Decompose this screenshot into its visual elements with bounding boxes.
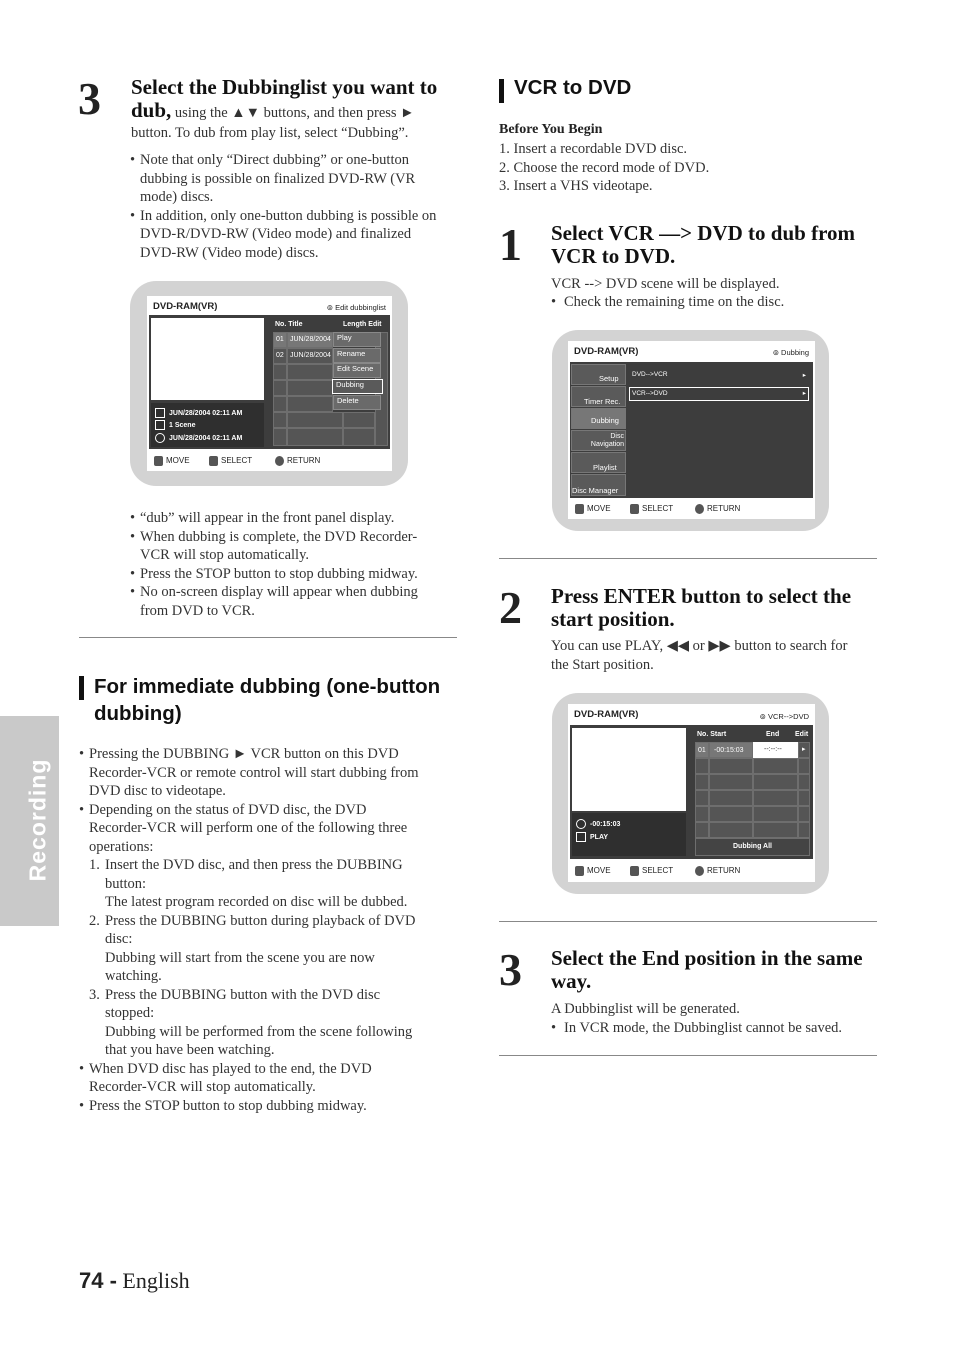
tv-screen-dubbing-menu — [568, 341, 815, 519]
section-heading-vcr-to-dvd: VCR to DVD — [514, 76, 632, 99]
empty-cell — [273, 428, 287, 446]
arrow-right-icon: ▸ — [802, 372, 806, 379]
bullet-item: • Depending on the status of DVD disc, the DVD Recorder-VCR will perform one of the following three operations: — [79, 801, 459, 857]
bullet-item: • Pressing the DUBBING ► VCR button on this DVD Recorder-VCR or remote control will start dubbing from DVD disc to videotape. — [79, 745, 459, 801]
menu-timer-rec-label: Timer Rec. — [584, 397, 621, 406]
before-list — [499, 140, 709, 196]
arrow-right-icon: ▸ — [802, 390, 806, 397]
bottom-return[interactable]: RETURN — [275, 456, 320, 466]
step-heading: Press ENTER button to select the start position. — [551, 584, 852, 631]
menu-option-dvd-to-vcr[interactable]: DVD-->VCR ▸ — [632, 371, 806, 379]
step-text: A Dubbinglist will be generated. — [551, 1001, 740, 1017]
divider — [499, 921, 877, 922]
empty-cell — [273, 380, 287, 396]
popup-item-play[interactable]: Play — [333, 332, 381, 347]
step-number: 3 — [499, 944, 522, 995]
dubbing-all-button[interactable]: Dubbing All — [695, 838, 810, 856]
empty-cell — [798, 758, 810, 774]
popup-item-rename[interactable]: Rename — [333, 348, 381, 363]
step-heading-line2: dub, using the ▲▼ buttons, and then press ► — [131, 98, 415, 122]
updown-icon — [575, 866, 584, 876]
info-line: JUN/28/2004 02:11 AM — [155, 433, 242, 443]
menu-dubbing-label: Dubbing — [591, 416, 619, 425]
info-box — [572, 813, 686, 856]
row-no[interactable]: 02 — [273, 348, 287, 364]
bottom-select[interactable]: SELECT — [630, 504, 673, 514]
empty-cell — [798, 822, 810, 838]
return-icon — [695, 866, 704, 876]
col-header-edit: Edit — [795, 731, 809, 738]
tv-screen-edit-dubbinglist — [147, 296, 392, 471]
divider — [499, 558, 877, 559]
empty-cell — [287, 428, 343, 446]
side-tab-label: Recording — [24, 758, 51, 882]
bottom-return[interactable]: RETURN — [695, 504, 740, 514]
bottom-move[interactable]: MOVE — [575, 504, 611, 514]
popup-item-edit-scene[interactable]: Edit Scene — [333, 363, 381, 378]
numbered-item: 2. Press the DUBBING button during playback of DVD disc: Dubbing will start from the scene you are now watching. — [89, 912, 416, 984]
empty-cell — [287, 396, 333, 412]
disc-type-label: DVD-RAM(VR) — [153, 301, 218, 312]
empty-cell — [709, 758, 753, 774]
mode-label: ⊚ Dubbing — [772, 348, 809, 357]
menu-option-vcr-to-dvd[interactable]: VCR-->DVD ▸ — [629, 387, 809, 401]
before-item: 2. Choose the record mode of DVD. — [499, 159, 710, 176]
footer-language: English — [116, 1268, 190, 1293]
empty-cell — [695, 806, 709, 822]
clock-icon — [576, 819, 586, 829]
empty-cell — [287, 412, 343, 428]
empty-cell — [287, 364, 333, 380]
bottom-select[interactable]: SELECT — [209, 456, 252, 466]
bullet-item: • No on-screen display will appear when dubbing from DVD to VCR. — [130, 583, 460, 620]
empty-cell — [753, 774, 798, 790]
bottom-select[interactable]: SELECT — [630, 866, 673, 876]
menu-setup-label: Setup — [599, 374, 619, 383]
empty-cell — [343, 428, 375, 446]
bottom-move[interactable]: MOVE — [575, 866, 611, 876]
note-item: • In addition, only one-button dubbing is possible on DVD-R/DVD-RW (Video mode) and finalized DVD-RW (Video mode) discs. — [130, 207, 460, 263]
bullet-item: • Press the STOP button to stop dubbing midway. — [79, 1097, 459, 1116]
menu-playlist-label: Playlist — [593, 463, 617, 472]
clock-icon — [155, 433, 165, 443]
empty-cell — [287, 380, 333, 396]
page-footer — [79, 1268, 190, 1294]
empty-cell — [709, 790, 753, 806]
menu-disc-navigation-label: Disc Navigation — [590, 433, 624, 448]
return-icon — [275, 456, 284, 466]
info-line: PLAY — [576, 832, 608, 842]
empty-cell — [798, 806, 810, 822]
step-bullet: • Check the remaining time on the disc. — [551, 293, 784, 312]
empty-cell — [273, 396, 287, 412]
bullet-item: • When DVD disc has played to the end, the DVD Recorder-VCR will stop automatically. — [79, 1060, 459, 1097]
empty-cell — [709, 806, 753, 822]
play-icon — [576, 832, 586, 842]
note-list — [130, 151, 460, 262]
row-no[interactable]: 01 — [695, 742, 709, 758]
col-header-no-start: No. Start — [697, 731, 727, 738]
row-edit-arrow[interactable]: ▸ — [798, 742, 810, 758]
info-line: -00:15:03 — [576, 819, 620, 829]
return-icon — [695, 504, 704, 514]
divider — [499, 1055, 877, 1056]
popup-item-dubbing[interactable]: Dubbing — [332, 379, 383, 394]
info-line: 1 Scene — [155, 420, 195, 430]
disc-type-label: DVD-RAM(VR) — [574, 346, 639, 357]
menu-disc-manager-label: Disc Manager — [572, 486, 619, 495]
video-preview — [151, 318, 264, 400]
note-item: • Note that only “Direct dubbing” or one-button dubbing is possible on finalized DVD-RW (VR mode) discs. — [130, 151, 460, 207]
updown-icon — [154, 456, 163, 466]
col-header-end: End — [766, 731, 780, 738]
empty-cell — [343, 412, 375, 428]
calendar-icon — [155, 408, 165, 418]
divider — [79, 637, 457, 638]
before-item: 1. Insert a recordable DVD disc. — [499, 141, 688, 157]
empty-cell — [273, 364, 287, 380]
row-start[interactable]: -00:15:03 — [709, 742, 753, 758]
col-header-length-edit: Length Edit — [343, 321, 382, 328]
empty-cell — [273, 412, 287, 428]
row-title[interactable]: JUN/28/2004 — [287, 348, 333, 364]
numbered-item: 3. Press the DUBBING button with the DVD disc stopped: Dubbing will be performed from the scene following that you have been watching. — [89, 986, 413, 1058]
empty-cell — [798, 774, 810, 790]
step-text: VCR --> DVD scene will be displayed. — [551, 276, 780, 292]
enter-icon — [630, 504, 639, 514]
updown-icon — [575, 504, 584, 514]
section-bar — [499, 79, 504, 103]
row-title[interactable]: JUN/28/2004 — [287, 332, 333, 348]
col-header-no-title: No. Title — [275, 321, 303, 328]
empty-cell — [695, 790, 709, 806]
enter-icon — [209, 456, 218, 466]
popup-item-delete[interactable]: Delete — [333, 395, 381, 410]
empty-cell — [709, 774, 753, 790]
bullet-item: • When dubbing is complete, the DVD Recorder- VCR will stop automatically. — [130, 528, 460, 565]
bottom-move[interactable]: MOVE — [154, 456, 190, 466]
tv-screen-vcr-to-dvd — [568, 704, 815, 882]
step-text: button. To dub from play list, select “Dubbing”. — [131, 125, 409, 141]
row-end-input[interactable]: --:--:-- — [753, 742, 798, 758]
step-heading: Select VCR —> DVD to dub from VCR to DVD. — [551, 221, 856, 268]
empty-cell — [753, 822, 798, 838]
row-no[interactable]: 01 — [273, 332, 287, 348]
step-number: 2 — [499, 582, 522, 633]
empty-cell — [753, 806, 798, 822]
immediate-dubbing-text — [79, 745, 459, 1115]
mode-label: ⊚ Edit dubbinglist — [326, 303, 386, 312]
step-text: You can use PLAY, ◀◀ or ▶▶ button to search for the Start position. — [551, 638, 848, 673]
step-heading: Select the End position in the same way. — [551, 946, 863, 993]
info-line: JUN/28/2004 02:11 AM — [155, 408, 242, 418]
scene-icon — [155, 420, 165, 430]
video-preview — [572, 728, 686, 811]
empty-cell — [695, 822, 709, 838]
section-heading: For immediate dubbing (one-button dubbing) — [94, 675, 441, 725]
after-bullets — [130, 509, 460, 620]
enter-icon — [630, 866, 639, 876]
empty-cell — [753, 790, 798, 806]
step-number: 3 — [78, 73, 101, 124]
section-bar — [79, 676, 84, 700]
bottom-return[interactable]: RETURN — [695, 866, 740, 876]
step-bullet: • In VCR mode, the Dubbinglist cannot be saved. — [551, 1019, 842, 1038]
empty-cell — [695, 758, 709, 774]
info-box — [151, 403, 264, 447]
before-item: 3. Insert a VHS videotape. — [499, 178, 653, 194]
empty-cell — [753, 758, 798, 774]
bullet-item: • “dub” will appear in the front panel display. — [130, 509, 460, 528]
empty-cell — [798, 790, 810, 806]
bullet-item: • Press the STOP button to stop dubbing midway. — [130, 565, 460, 584]
step-heading: Select the Dubbinglist you want to — [131, 75, 438, 99]
empty-cell — [695, 774, 709, 790]
numbered-item: 1. Insert the DVD disc, and then press the DUBBING button: The latest program recorded on disc will be dubbed. — [89, 857, 408, 910]
page-number: 74 - — [79, 1268, 117, 1293]
disc-type-label: DVD-RAM(VR) — [574, 709, 639, 720]
mode-label: ⊚ VCR-->DVD — [759, 712, 809, 721]
before-you-begin-heading: Before You Begin — [499, 122, 603, 137]
empty-cell — [709, 822, 753, 838]
step-number: 1 — [499, 219, 522, 270]
